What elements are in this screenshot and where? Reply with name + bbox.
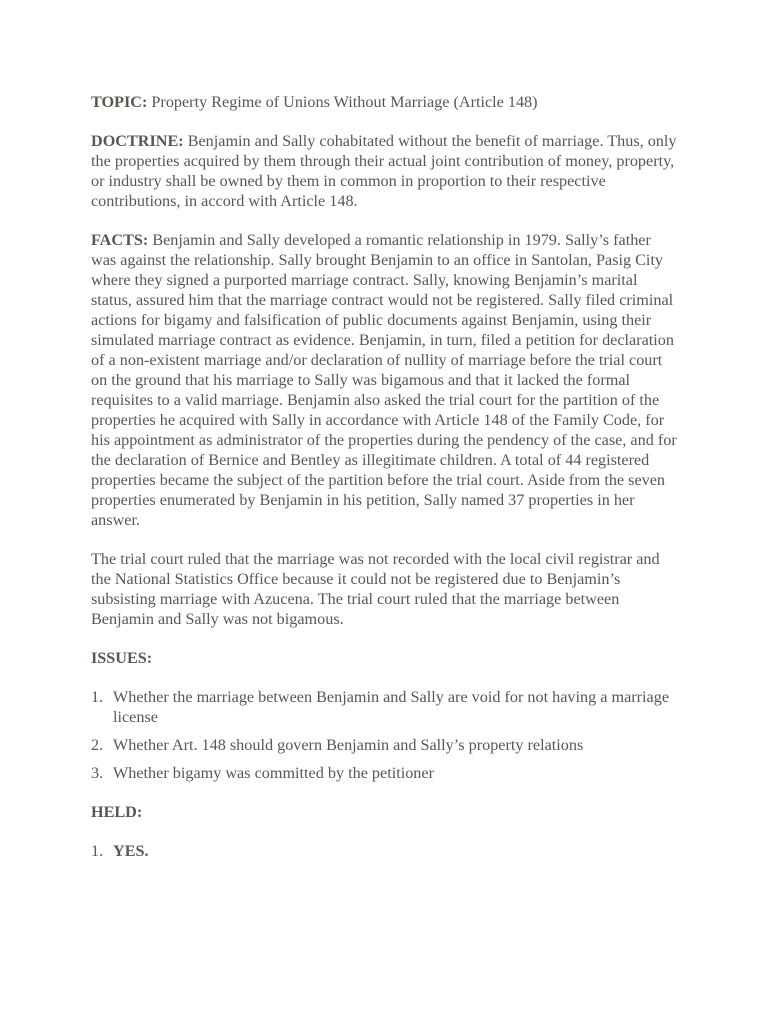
held-item-text: YES. [113, 842, 149, 860]
trial-court-ruling-paragraph: The trial court ruled that the marriage was not recorded with the local civil registrar and the National Statistics Office because it could not be registered due to Benjamin’s subsisting marriage with Azucena. The trial court ruled that the marriage between Benjamin and Sally was not bigamous. [91, 550, 660, 628]
list-item-number: 2. [91, 736, 104, 754]
issues-heading: ISSUES: [91, 649, 153, 667]
list-item [91, 735, 680, 755]
facts-label: FACTS: [91, 231, 149, 249]
doctrine-text: Benjamin and Sally cohabitated without the benefit of marriage. Thus, only the properties acquired by them through their actual joint contribution of money, property, or industry shall be owned by them in common in proportion to their respective contributions, in accord with Article 148. [91, 132, 677, 210]
doctrine-label: DOCTRINE: [91, 132, 184, 150]
facts-text: Benjamin and Sally developed a romantic relationship in 1979. Sally’s father was against the relationship. Sally brought Benjamin to an office in Santolan, Pasig City where they signed a purported marriage contract. Sally, knowing Benjamin’s marital status, assured him that the marriage contract would not be registered. Sally filed criminal actions for bigamy and falsification of public documents against Benjamin, using their simulated marriage contract as evidence. Benjamin, in turn, filed a petition for declaration of a non-existent marriage and/or declaration of nullity of marriage before the trial court on the ground that his marriage to Sally was bigamous and that it lacked the formal requisites to a valid marriage. Benjamin also asked the trial court for the partition of the properties he acquired with Sally in accordance with Article 148 of the Family Code, for his appointment as administrator of the properties during the pendency of the case, and for the declaration of Bernice and Bentley as illegitimate children. A total of 44 registered properties became the subject of the partition before the trial court. Aside from the seven properties enumerated by Benjamin in his petition, Sally named 37 properties in her answer. [91, 231, 677, 529]
held-item-number: 1. [91, 842, 104, 860]
topic-text: Property Regime of Unions Without Marriage (Article 148) [151, 93, 538, 111]
held-heading: HELD: [91, 803, 143, 821]
list-item-text: Whether Art. 148 should govern Benjamin and Sally’s property relations [113, 736, 584, 754]
topic-label: TOPIC: [91, 93, 148, 111]
held-list-item [91, 841, 680, 861]
list-item-number: 1. [91, 688, 104, 706]
doctrine-paragraph [91, 131, 680, 211]
list-item-text: Whether bigamy was committed by the petitioner [113, 764, 434, 782]
list-item-text: Whether the marriage between Benjamin and Sally are void for not having a marriage license [113, 688, 670, 726]
list-item-number: 3. [91, 764, 104, 782]
list-item [91, 763, 680, 783]
issues-list [91, 687, 680, 783]
facts-paragraph [91, 230, 680, 530]
topic-paragraph [91, 92, 680, 112]
list-item [91, 687, 680, 727]
